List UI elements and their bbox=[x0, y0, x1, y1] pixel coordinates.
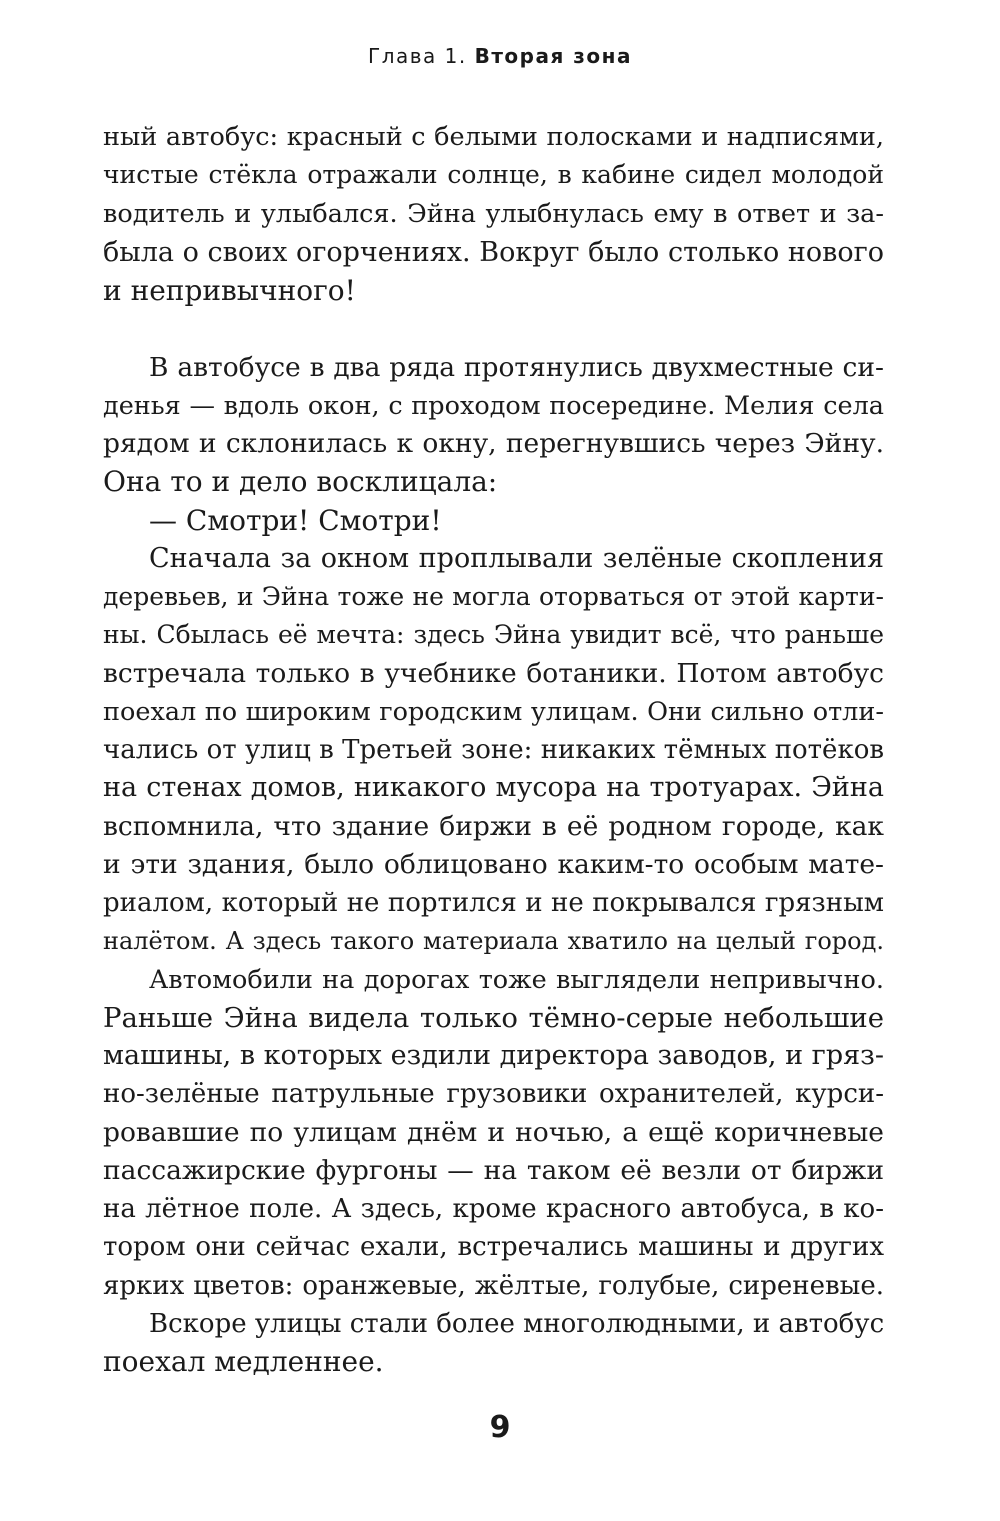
text-line: ярких цветов: оранжевые, жёлтые, голубые, сиреневые. bbox=[103, 1271, 884, 1301]
text-line: налётом. А здесь такого материала хватило на целый город. bbox=[103, 927, 884, 955]
text-line: В автобусе в два ряда протянулись двухместные си- bbox=[149, 352, 884, 383]
text-line: Вскоре улицы стали более многолюдными, и автобус bbox=[149, 1309, 884, 1339]
text-line: тором они сейчас ехали, встречались машины и других bbox=[103, 1232, 884, 1262]
text-line: машины, в которых ездили директора заводов, и гряз- bbox=[103, 1040, 884, 1071]
text-line: Она то и дело восклицала: bbox=[103, 465, 498, 498]
text-line: Раньше Эйна видела только тёмно-серые небольшие bbox=[103, 1002, 884, 1034]
text-line: ны. Сбылась её мечта: здесь Эйна увидит всё, что раньше bbox=[103, 620, 884, 649]
text-line: чались от улиц в Третьей зоне: никаких тёмных потёков bbox=[103, 735, 884, 765]
text-line: денья — вдоль окон, с проходом посередине. Мелия села bbox=[103, 391, 884, 421]
text-line: встречала только в учебнике ботаники. Потом автобус bbox=[103, 658, 884, 689]
text-line: ровавшие по улицам днём и ночью, а ещё коричневые bbox=[103, 1117, 884, 1148]
text-line: поехал медленнее. bbox=[103, 1345, 384, 1378]
text-line: поехал по широким городским улицам. Они сильно отли- bbox=[103, 697, 884, 727]
text-line: рядом и склонилась к окну, перегнувшись через Эйну. bbox=[103, 428, 884, 459]
text-line: но-зелёные патрульные грузовики охранителей, курси- bbox=[103, 1079, 884, 1109]
chapter-label: Глава 1. bbox=[368, 44, 467, 68]
text-line: была о своих огорчениях. Вокруг было столько нового bbox=[103, 237, 884, 268]
chapter-title: Вторая зона bbox=[474, 44, 632, 68]
text-line: на стенах домов, никакого мусора на тротуарах. Эйна bbox=[103, 772, 884, 803]
text-line: на лётное поле. А здесь, кроме красного автобуса, в ко- bbox=[103, 1194, 884, 1224]
text-line: Сначала за окном проплывали зелёные скопления bbox=[149, 543, 884, 574]
page-number: 9 bbox=[489, 1410, 511, 1445]
text-line: деревьев, и Эйна тоже не могла оторваться от этой карти- bbox=[103, 582, 884, 611]
text-line: Автомобили на дорогах тоже выглядели непривычно. bbox=[149, 965, 884, 995]
text-line: ный автобус: красный с белыми полосками и надписями, bbox=[103, 122, 884, 152]
text-line: чистые стёкла отражали солнце, в кабине сидел молодой bbox=[103, 160, 884, 189]
text-line: и эти здания, было облицовано каким-то особым мате- bbox=[103, 849, 884, 880]
text-line: водитель и улыбался. Эйна улыбнулась ему в ответ и за- bbox=[103, 199, 884, 229]
text-line: вспомнила, что здание биржи в её родном городе, как bbox=[103, 811, 884, 842]
text-line: — Смотри! Смотри! bbox=[149, 504, 442, 537]
text-line: пассажирские фургоны — на таком её везли от биржи bbox=[103, 1155, 884, 1186]
text-line: и непривычного! bbox=[103, 274, 356, 307]
text-line: риалом, который не портился и не покрывался грязным bbox=[103, 888, 884, 918]
